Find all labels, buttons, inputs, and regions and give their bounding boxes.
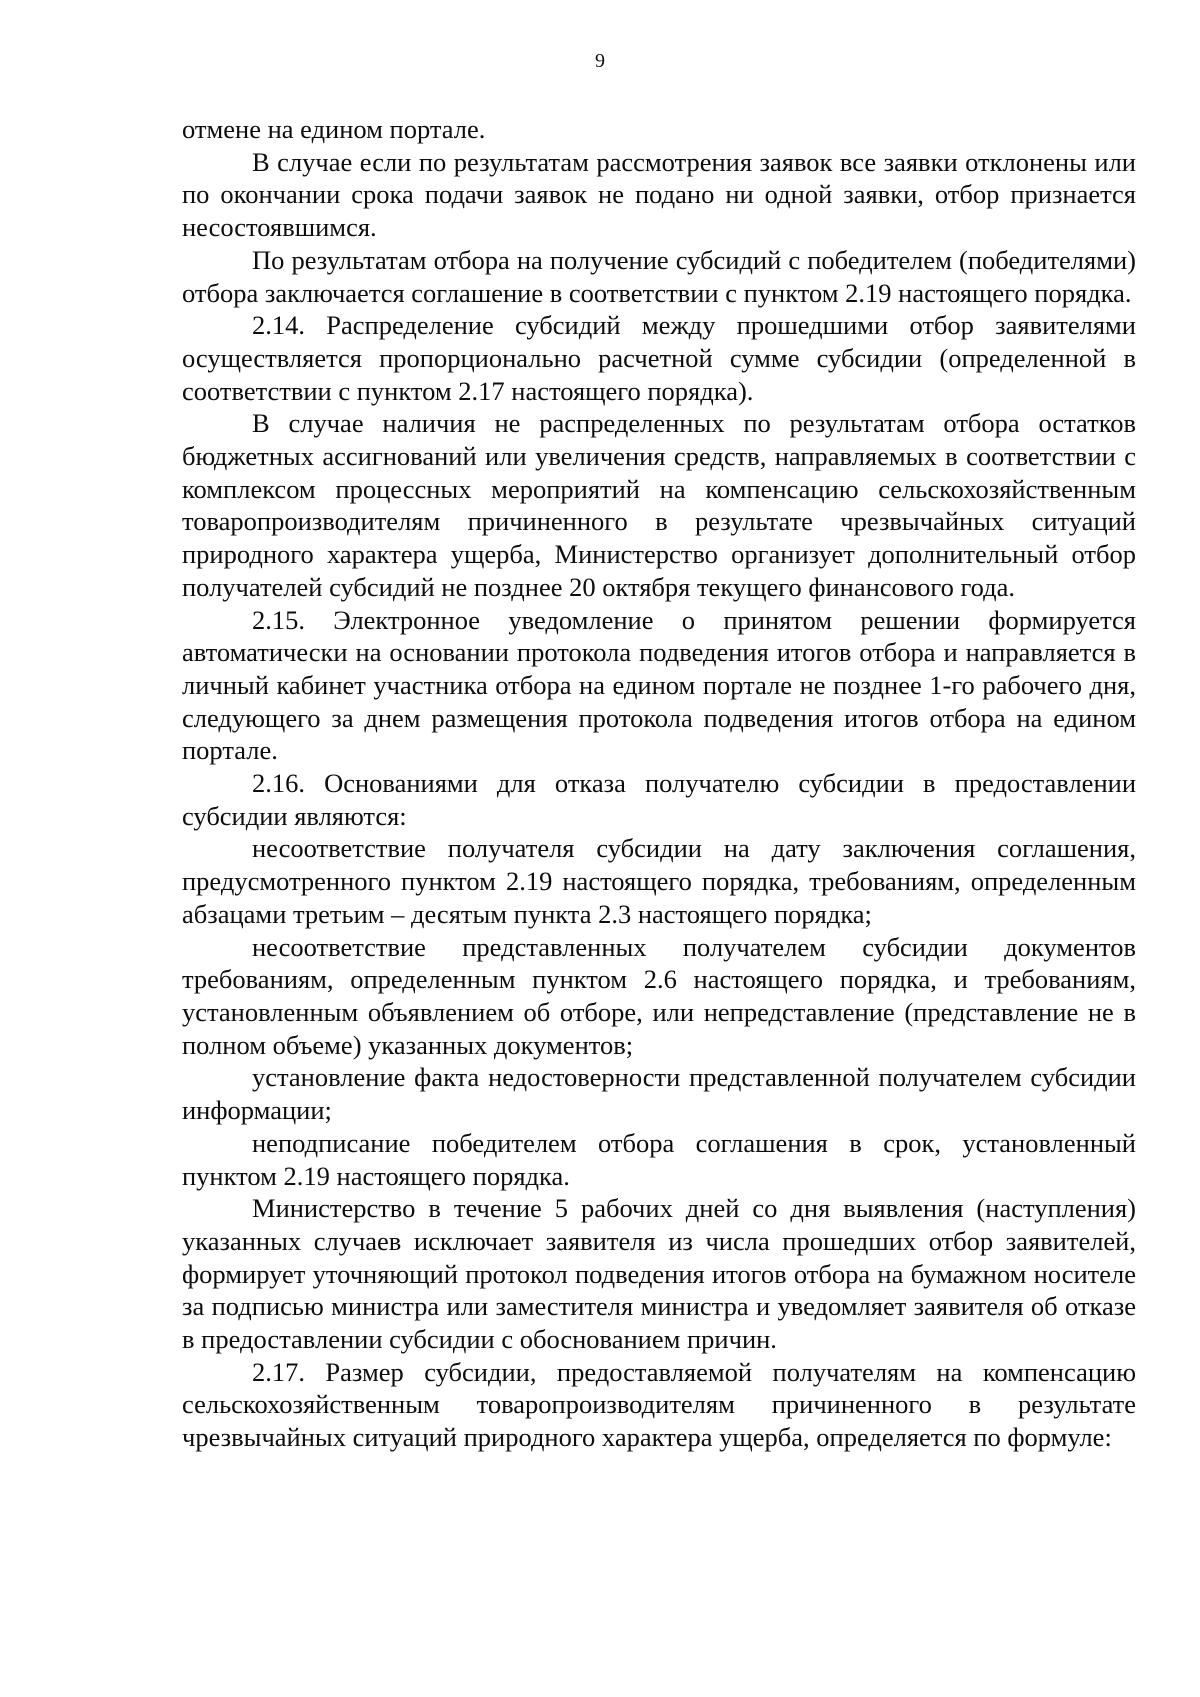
paragraph-clause-2-15: 2.15. Электронное уведомление о принятом решении формируется автоматически на основании протокола подведения итогов отбора и направляется в личный кабинет участника отбора на едином портале не позднее 1-го рабочего дня, следующего за днем размещения протокола подведения итогов отбора на едином портале. (182, 604, 1136, 766)
paragraph: Министерство в течение 5 рабочих дней со дня выявления (наступления) указанных случаев исключает заявителя из числа прошедших отбор заявителей, формирует уточняющий протокол подведения итогов отбора на бумажном носителе за подписью министра или заместителя министра и уведомляет заявителя об отказе в предоставлении субсидии с обоснованием причин. (182, 1193, 1136, 1355)
paragraph: В случае наличия не распределенных по результатам отбора остатков бюджетных ассигнований или увеличения средств, направляемых в соответствии с комплексом процессных мероприятий на компенсацию сельскохозяйственным товаропроизводителям причиненного в результате чрезвычайных ситуаций природного характера ущерба, Министерство организует дополнительный отбор получателей субсидий не позднее 20 октября текущего финансового года. (182, 408, 1136, 602)
paragraph-list-item: несоответствие получателя субсидии на дату заключения соглашения, предусмотренного пунктом 2.19 настоящего порядка, требованиям, определенным абзацами третьим – десятым пункта 2.3 настоящего порядка; (182, 833, 1136, 929)
paragraph-list-item: установление факта недостоверности представленной получателем субсидии информации; (182, 1062, 1136, 1126)
document-body (182, 113, 1136, 1454)
paragraph-clause-2-14: 2.14. Распределение субсидий между прошедшими отбор заявителями осуществляется пропорционально расчетной сумме субсидии (определенной в соответствии с пунктом 2.17 настоящего порядка). (182, 310, 1136, 406)
paragraph-list-item: несоответствие представленных получателем субсидии документов требованиям, определенным пунктом 2.6 настоящего порядка, и требованиям, установленным объявлением об отборе, или непредставление (представление не в полном объеме) указанных документов; (182, 931, 1136, 1060)
page-number: 9 (595, 50, 605, 72)
paragraph: По результатам отбора на получение субсидий с победителем (победителями) отбора заключается соглашение в соответствии с пунктом 2.19 настоящего порядка. (182, 244, 1136, 308)
paragraph-clause-2-17: 2.17. Размер субсидии, предоставляемой получателям на компенсацию сельскохозяйственным товаропроизводителям причиненного в результате чрезвычайных ситуаций природного характера ущерба, определяется по формуле: (182, 1356, 1136, 1453)
paragraph: В случае если по результатам рассмотрения заявок все заявки отклонены или по окончании срока подачи заявок не подано ни одной заявки, отбор признается несостоявшимся. (182, 146, 1136, 243)
paragraph-list-item: неподписание победителем отбора соглашения в срок, установленный пунктом 2.19 настоящего порядка. (182, 1127, 1136, 1191)
paragraph-continuation: отмене на едином портале. (182, 114, 486, 144)
paragraph-clause-2-16: 2.16. Основаниями для отказа получателю субсидии в предоставлении субсидии являются: (182, 768, 1136, 831)
